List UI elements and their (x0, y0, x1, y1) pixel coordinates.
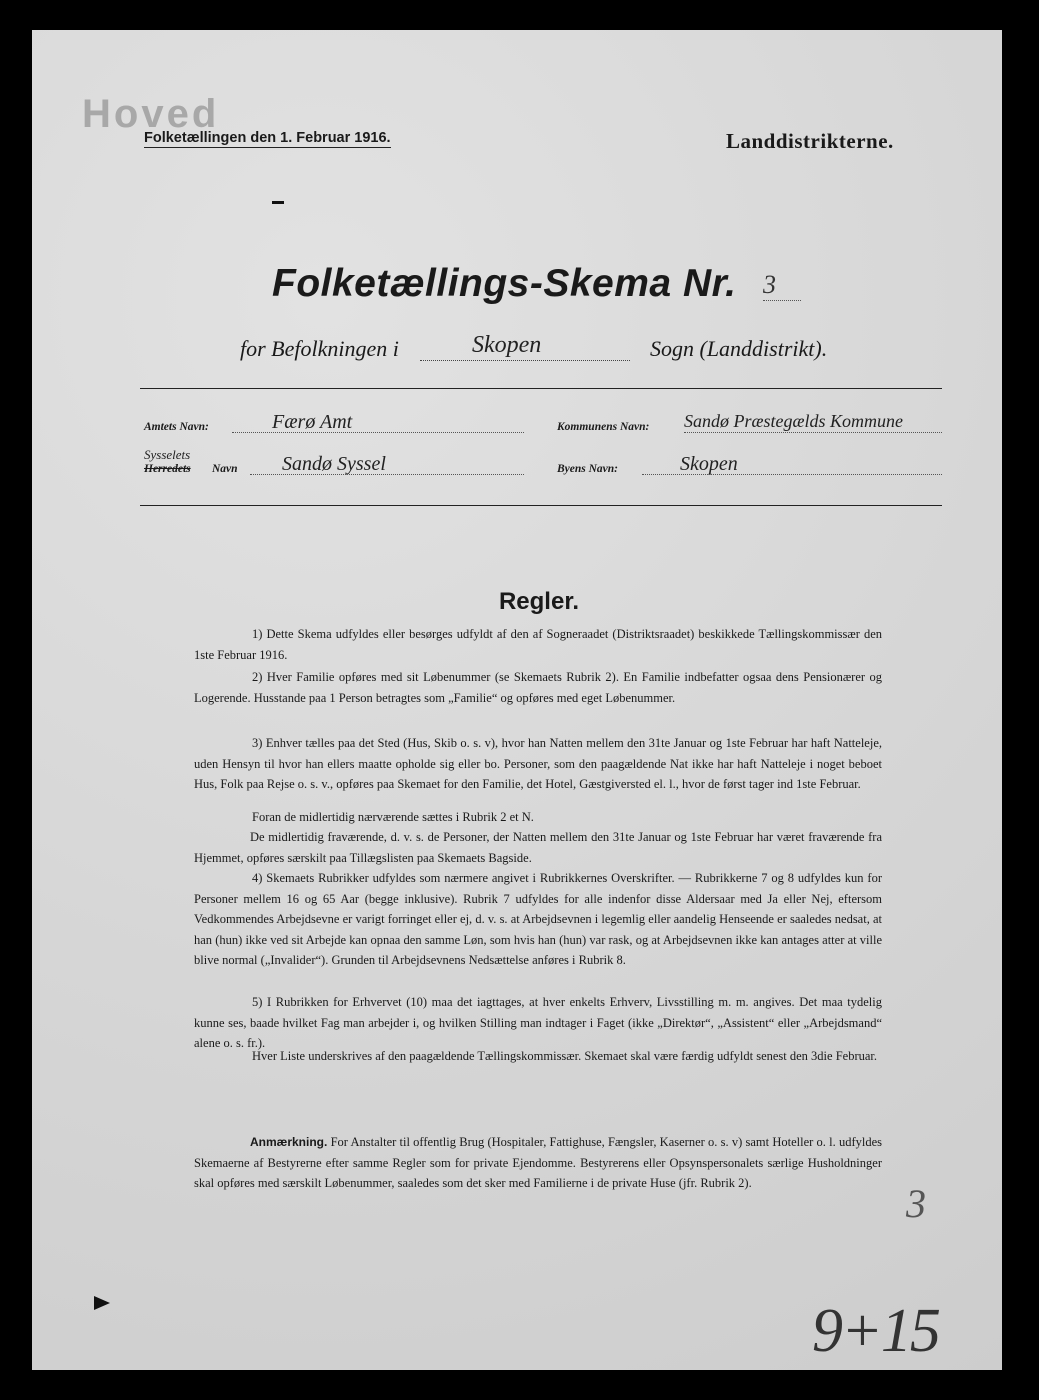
syssel-dotted-line (250, 474, 524, 475)
parish-dotted-line (420, 360, 630, 361)
syssel-value: Sandø Syssel (282, 453, 386, 475)
navn-label: Navn (212, 463, 238, 475)
rules-heading: Regler. (498, 588, 580, 615)
remark-text: For Anstalter til offentlig Brug (Hospitaler, Fattighuse, Fængsler, Kaserner o. s. v) samt Hoteller o. l. udfyldes Skemaerne af Bestyrerne efter samme Regler som for private Ejendomme. Bestyrerens eller Opsynspersonalets særlige Husholdninger skal opføres med særskilt Løbenummer, saaledes som det sker med Familierne i de private Huse (jfr. Rubrik 2). (194, 1135, 882, 1190)
herred-label-struck: Herredets (144, 463, 191, 475)
rule-1: 1) Dette Skema udfyldes eller besørges udfyldt af den af Sogneraadet (Distriktsraadet) beskikkede Tællingskommissær den 1ste Februar 1916. (194, 627, 882, 662)
amt-label: Amtets Navn: (144, 421, 209, 433)
census-date-header: Folketællingen den 1. Februar 1916. (144, 130, 391, 146)
byen-value: Skopen (680, 453, 738, 475)
archive-stamp: Hoved (82, 92, 220, 136)
rule-3-absent: De midlertidig fraværende, d. v. s. de Personer, der Natten mellem den 31te Januar og 1ste Februar har været fraværende fra Hjemmet, opføres særskilt paa Tillægslisten paa Skemaets Bagside. (194, 830, 882, 865)
form-number: 3 (763, 270, 801, 301)
divider-bottom (140, 505, 942, 506)
arrow-marker-icon (94, 1296, 110, 1310)
census-form-page (32, 30, 1002, 1370)
margin-handwritten-mark: 3 (906, 1181, 926, 1226)
form-title: Folketællings-Skema Nr. (272, 262, 737, 305)
kommune-dotted-line (684, 432, 942, 433)
rule-3-present: Foran de midlertidig nærværende sættes i Rubrik 2 et N. (252, 810, 534, 824)
rule-4: 4) Skemaets Rubrikker udfyldes som nærmere angivet i Rubrikkernes Overskrifter. — Rubrikkerne 7 og 8 udfyldes kun for Personer mellem 16 og 65 Aar (begge inklusive). Rubrik 7 udfyldes for alle indenfor disse Aldersaar med Ja eller Nej, eftersom Vedkommendes Arbejdsevne er varigt forringet eller ej, d. v. s. at Arbejdsevnen i legemlig eller aandelig Henseende er saaledes nedsat, at han (hun) ikke ved sit Arbejde kan opnaa den samme Løn, som hvis han (hun) var rask, og at Arbejdsevnen ikke kan antages atter at ville blive normal („Invalider“). Grunden til Arbejdsevnens Nedsættelse anføres i Rubrik 8. (194, 871, 882, 967)
divider-top (140, 388, 942, 389)
remark-label: Anmærkning. (250, 1135, 328, 1149)
byen-dotted-line (642, 474, 942, 475)
remark-paragraph (194, 1132, 882, 1194)
syssel-label-handwritten: Sysselets (144, 447, 191, 462)
ink-dash-mark (272, 201, 284, 204)
byen-label: Byens Navn: (557, 463, 619, 475)
amt-dotted-line (232, 432, 524, 433)
kommune-label: Kommunens Navn: (557, 421, 650, 433)
archive-number-handwritten: 9+15 (812, 1297, 939, 1365)
amt-value: Færø Amt (272, 411, 353, 433)
district-header: Landdistrikterne. (726, 129, 894, 153)
subtitle-suffix: Sogn (Landdistrikt). (650, 336, 828, 361)
rule-5: 5) I Rubrikken for Erhvervet (10) maa det iagttages, at hver enkelts Erhverv, Livsstilling m. m. angives. Det maa tydelig kunne ses, baade hvilket Fag man arbejder i, og hvilken Stilling man indtager i Faget (ikke „Direktør“, „Assistent“ eller „Arbejdsmand“ alene o. s. fr.). (194, 995, 882, 1050)
rule-3: 3) Enhver tælles paa det Sted (Hus, Skib o. s. v), hvor han Natten mellem den 31te Januar og 1ste Februar har haft Natteleje, uden Hensyn til hvor han ellers maatte opholde sig eller bo. Personer, som den paagældende Nat ikke har haft Natteleje i noget beboet Hus, Folk paa Rejse o. s. v., opføres paa Skemaet for den Familie, det Hotel, Gæstgiversted el. l., hvor de først tager ind 1ste Februar. (194, 736, 882, 791)
rule-2: 2) Hver Familie opføres med sit Løbenummer (se Skemaets Rubrik 2). En Familie indbefatter ogsaa dens Pensionærer og Logerende. Husstande paa 1 Person betragtes som „Familie“ og opføres med eget Løbenummer. (194, 670, 882, 705)
parish-handwritten: Skopen (472, 332, 542, 358)
subtitle-prefix: for Befolkningen i (240, 336, 399, 361)
kommune-value: Sandø Præstegælds Kommune (684, 411, 904, 431)
rule-5-signature: Hver Liste underskrives af den paagældende Tællingskommissær. Skemaet skal være færdig udfyldt senest den 3die Februar. (252, 1049, 877, 1063)
